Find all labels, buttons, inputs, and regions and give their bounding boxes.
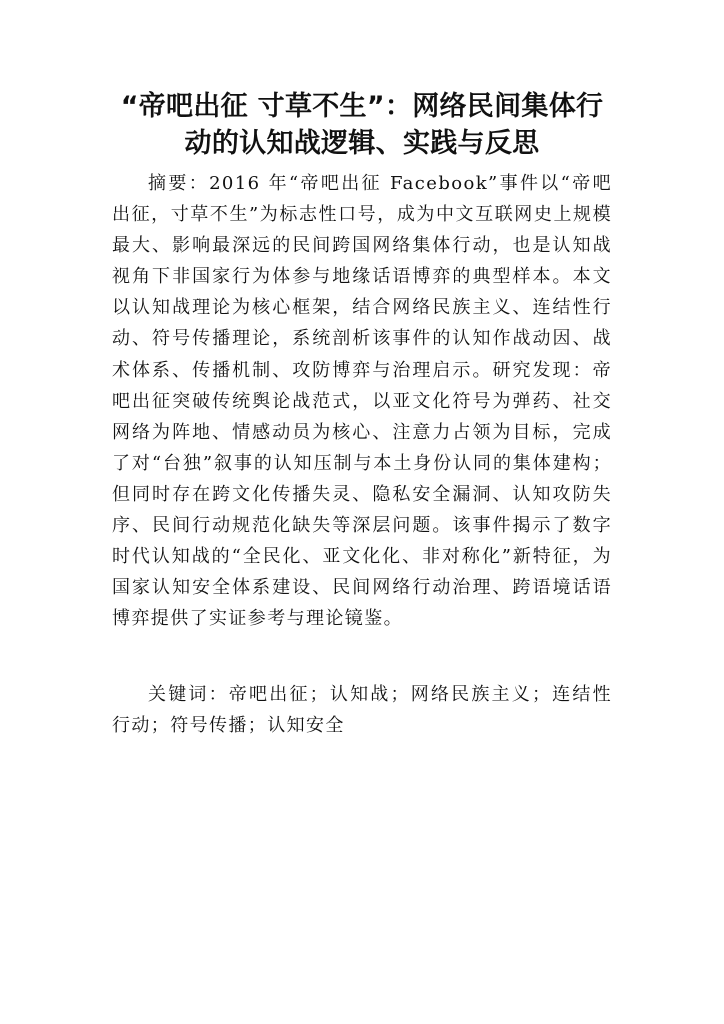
paper-title-line-2: 动的认知战逻辑、实践与反思 — [184, 128, 540, 159]
abstract-paragraph: 摘要：2016 年“帝吧出征 Facebook”事件以“帝吧出征，寸草不生”为标志性口号，成为中文互联网史上规模最大、影响最深远的民间跨国网络集体行动，也是认知战视角下非国家行为体参与地缘话语博弈的典型样本。本文以认知战理论为核心框架，结合网络民族主义、连结性行动、符号传播理论，系统剖析该事件的认知作战动因、战术体系、传播机制、攻防博弈与治理启示。研究发现：帝吧出征突破传统舆论战范式，以亚文化符号为弹药、社交网络为阵地、情感动员为核心、注意力占领为目标，完成了对“台独”叙事的认知压制与本土身份认同的集体建构；但同时存在跨文化传播失灵、隐私安全漏洞、认知攻防失序、民间行动规范化缺失等深层问题。该事件揭示了数字时代认知战的“全民化、亚文化化、非对称化”新特征，为国家认知安全体系建设、民间网络行动治理、跨语境话语博弈提供了实证参考与理论镜鉴。 — [112, 173, 612, 630]
keywords-paragraph: 关键词：帝吧出征；认知战；网络民族主义；连结性行动；符号传播；认知安全 — [112, 684, 612, 737]
paper-title — [100, 88, 624, 162]
paper-title-line-1: “帝吧出征 寸草不生”：网络民间集体行 — [120, 91, 604, 122]
